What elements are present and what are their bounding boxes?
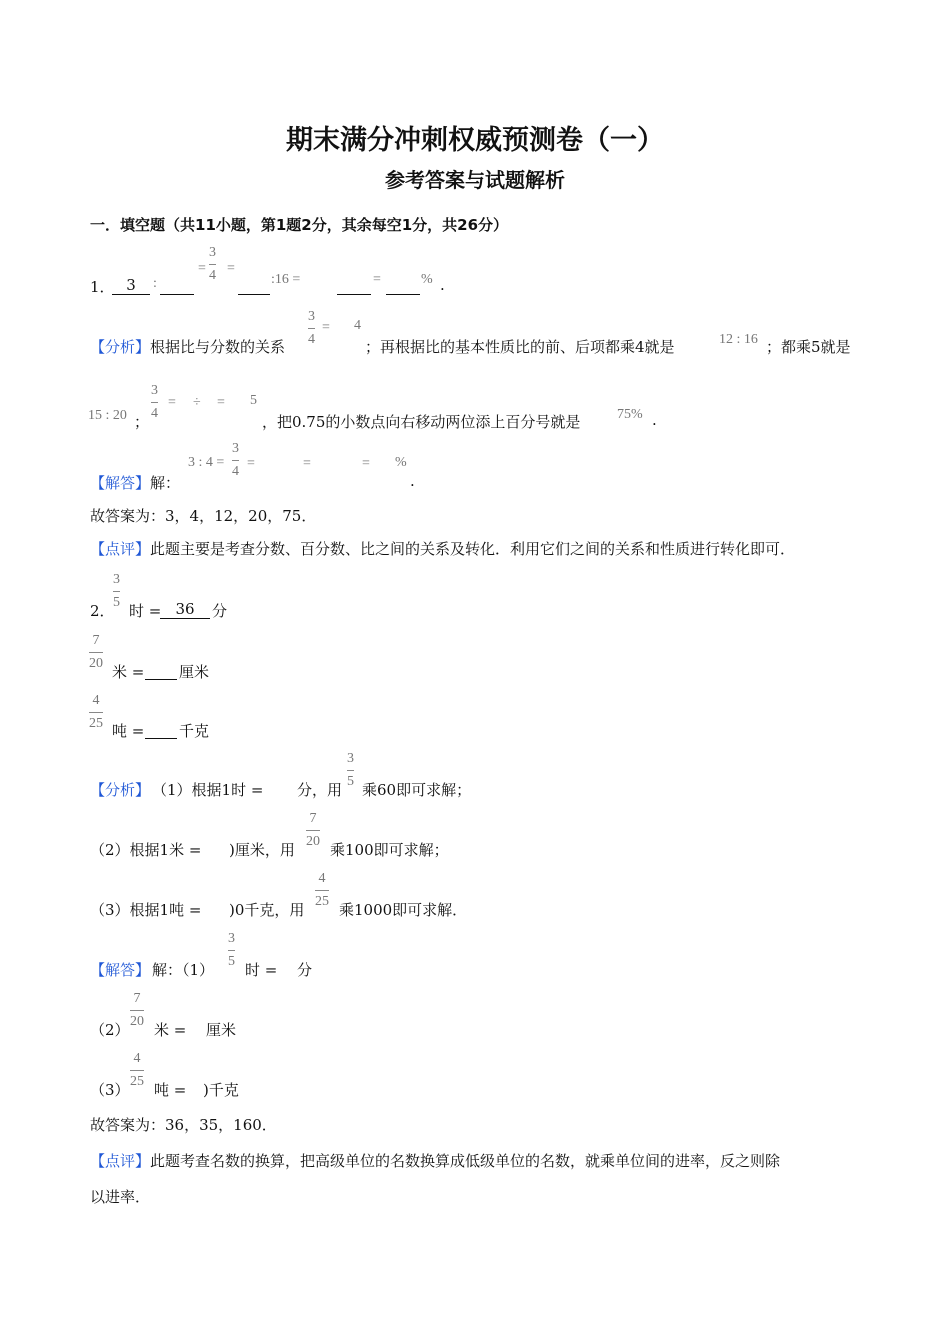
q2-line2-unit: 米 =	[112, 663, 145, 681]
q1-solution-frac-den: 4	[232, 464, 239, 479]
q1-solution-eq-1: =	[247, 456, 255, 471]
q2-solution-2-unit: 米 =	[154, 1021, 187, 1039]
q2-solution-1-post: 分	[297, 961, 313, 979]
q2-analysis-tag: 【分析】	[90, 781, 151, 799]
q2-analysis-1-mid: 分，用	[297, 781, 343, 799]
q1-colon: :	[153, 276, 157, 291]
q2-line3-frac-den: 25	[89, 716, 103, 731]
page-subtitle: 参考答案与试题解析	[385, 168, 565, 192]
q1-analysis-text-1: 根据比与分数的关系	[150, 338, 286, 356]
q2-a2-frac-bar	[306, 830, 320, 831]
q2-line2-unit2: 厘米	[179, 663, 210, 681]
q1-analysis-text-3: ；都乘5就是	[766, 338, 851, 356]
q2-s3-frac-bar	[130, 1070, 144, 1071]
q1-blank-2	[160, 276, 194, 295]
q2-a3-frac-num: 4	[318, 871, 326, 886]
q1-analysis-frac-num: 3	[308, 309, 315, 324]
q1-solution-tag: 【解答】	[90, 474, 151, 492]
q2-s3-frac-den: 25	[130, 1074, 144, 1089]
q2-comment: 此题考查名数的换算，把高级单位的名数换算成低级单位的名数，就乘单位间的进率，反之则除	[150, 1152, 781, 1170]
q2-line2-frac-den: 20	[89, 656, 103, 671]
q2-analysis-3-mid: )0千克，用	[229, 901, 305, 919]
q1-solution-eq-3: =	[362, 456, 370, 471]
q1-comment-tag: 【点评】	[90, 540, 151, 558]
q2-solution-3-unit: 吨 =	[154, 1081, 187, 1099]
q2-analysis-2-fraction	[306, 810, 320, 851]
q1-analysis-tag: 【分析】	[90, 338, 151, 356]
q2-a1-frac-num: 3	[347, 751, 354, 766]
q2-solution-3-pre: （3）	[90, 1081, 130, 1099]
q1-solution-frac-bar	[232, 460, 239, 461]
q2-line1-unit: 时 =	[129, 602, 162, 620]
q2-line1-fraction	[113, 571, 120, 612]
q1-analysis-div: ÷	[193, 395, 201, 410]
q1-blank-4	[337, 276, 371, 295]
q2-analysis-1-fraction	[347, 750, 354, 791]
q2-line2-blank	[145, 661, 177, 680]
q1-analysis-frac-den: 4	[308, 332, 315, 347]
q1-frac-bar	[209, 264, 216, 265]
q2-a1-frac-bar	[347, 770, 354, 771]
q2-comment-cont: 以进率．	[90, 1188, 151, 1206]
q1-analysis-frac2-num: 3	[151, 383, 158, 398]
q1-analysis-fraction	[308, 308, 315, 349]
q1-analysis-fraction-2	[151, 382, 158, 423]
q1-analysis-eq-3: =	[217, 395, 225, 410]
q2-line3-unit: 吨 =	[112, 722, 145, 740]
q2-a1-frac-den: 5	[347, 774, 354, 789]
q1-analysis-text-2: ；再根据比的基本性质比的前、后项都乘4就是	[365, 338, 675, 356]
q1-comment: 此题主要是考查分数、百分数、比之间的关系及转化．利用它们之间的关系和性质进行转化即可．	[150, 540, 796, 558]
q2-line2-frac-num: 7	[92, 633, 100, 648]
q1-fraction	[209, 244, 216, 285]
q1-solution-expr: 3 : 4 =	[188, 455, 225, 470]
q2-answer: 故答案为：36，35，160．	[90, 1116, 277, 1134]
q1-solution-fraction	[232, 440, 239, 481]
q2-s1-frac-num: 3	[228, 931, 235, 946]
q1-analysis-ratio-2: 15 : 20	[88, 408, 127, 423]
q2-line1-frac-num: 3	[113, 572, 120, 587]
q1-analysis-eq-2: =	[168, 395, 176, 410]
q1-analysis-frac2-den: 4	[151, 406, 158, 421]
q2-line1-unit2: 分	[212, 602, 228, 620]
q2-solution-2-pre: （2）	[90, 1021, 130, 1039]
q1-blank-5	[386, 276, 420, 295]
q1-number: 1．	[90, 278, 115, 296]
q2-analysis-1-pre: （1）根据1时 =	[152, 781, 264, 799]
q1-solution-text: 解：	[150, 474, 181, 492]
section-heading: 一．填空题（共11小题，第1题2分，其余每空1分，共26分）	[90, 216, 509, 234]
q1-blank-1: 3	[112, 276, 150, 295]
q1-answer: 故答案为：3，4，12，20，75．	[90, 507, 317, 525]
q2-a2-frac-num: 7	[309, 811, 317, 826]
q2-line3-frac-num: 4	[92, 693, 100, 708]
q2-s2-frac-num: 7	[133, 991, 141, 1006]
q2-solution-3-post: )千克	[203, 1081, 239, 1099]
q1-percent: %	[421, 272, 433, 287]
q2-comment-tag: 【点评】	[90, 1152, 151, 1170]
q2-analysis-2-post: 乘100即可求解；	[330, 841, 449, 859]
q2-line3-fraction	[89, 692, 103, 733]
q2-solution-1-pre: 解：（1）	[152, 961, 215, 979]
q1-analysis-pct: 75%	[617, 407, 643, 422]
q1-eq-2: =	[227, 261, 235, 276]
q2-number: 2．	[90, 602, 115, 620]
q1-analysis-sep: ；	[134, 413, 150, 431]
page-title: 期末满分冲刺权威预测卷（一）	[286, 125, 664, 156]
q1-frac-den: 4	[209, 268, 216, 283]
q2-a2-frac-den: 20	[306, 834, 320, 849]
q2-s2-frac-den: 20	[130, 1014, 144, 1029]
q2-s3-frac-num: 4	[133, 1051, 141, 1066]
q2-a3-frac-bar	[315, 890, 329, 891]
q1-solution-pct: %	[395, 455, 407, 470]
q1-frac-num: 3	[209, 245, 216, 260]
q2-s2-frac-bar	[130, 1010, 144, 1011]
q1-analysis-eq: =	[322, 320, 330, 335]
q2-solution-2-fraction	[130, 990, 144, 1031]
q2-line1-frac-den: 5	[113, 595, 120, 610]
q2-solution-tag: 【解答】	[90, 961, 151, 979]
q1-analysis-frac-bar	[308, 328, 315, 329]
q2-solution-1-unit: 时 =	[245, 961, 278, 979]
q2-line1-blank: 36	[160, 600, 210, 619]
q1-solution-end: .	[410, 472, 415, 490]
q2-analysis-3-post: 乘1000即可求解．	[339, 901, 468, 919]
q2-analysis-2-mid: )厘米，用	[229, 841, 295, 859]
q2-solution-2-post: 厘米	[206, 1021, 237, 1039]
q1-analysis-4: 4	[354, 318, 361, 333]
q1-analysis-ratio-1: 12 : 16	[719, 332, 758, 347]
q2-analysis-1-post: 乘60即可求解；	[362, 781, 472, 799]
q1-analysis-5: 5	[250, 393, 257, 408]
q2-analysis-2-pre: （2）根据1米 =	[90, 841, 202, 859]
q2-line1-frac-bar	[113, 591, 120, 592]
q1-analysis-end: .	[652, 411, 657, 429]
q2-s1-frac-den: 5	[228, 954, 235, 969]
q2-analysis-3-pre: （3）根据1吨 =	[90, 901, 202, 919]
q1-mid: :16 =	[271, 272, 301, 287]
q2-solution-3-fraction	[130, 1050, 144, 1091]
q2-a3-frac-den: 25	[315, 894, 329, 909]
q1-analysis-frac2-bar	[151, 402, 158, 403]
q2-solution-1-fraction	[228, 930, 235, 971]
q1-solution-eq-2: =	[303, 456, 311, 471]
q1-end: .	[440, 276, 445, 294]
q2-line3-frac-bar	[89, 712, 103, 713]
q1-analysis-text-5: ，把0.75的小数点向右移动两位添上百分号就是	[262, 413, 581, 431]
q2-line3-blank	[145, 720, 177, 739]
q1-eq-1: =	[198, 261, 206, 276]
q1-solution-frac-num: 3	[232, 441, 239, 456]
q2-line2-frac-bar	[89, 652, 103, 653]
q1-eq-3: =	[373, 272, 381, 287]
q1-blank-3	[238, 276, 270, 295]
q2-s1-frac-bar	[228, 950, 235, 951]
q2-analysis-3-fraction	[315, 870, 329, 911]
q2-line2-fraction	[89, 632, 103, 673]
q2-line3-unit2: 千克	[179, 722, 210, 740]
